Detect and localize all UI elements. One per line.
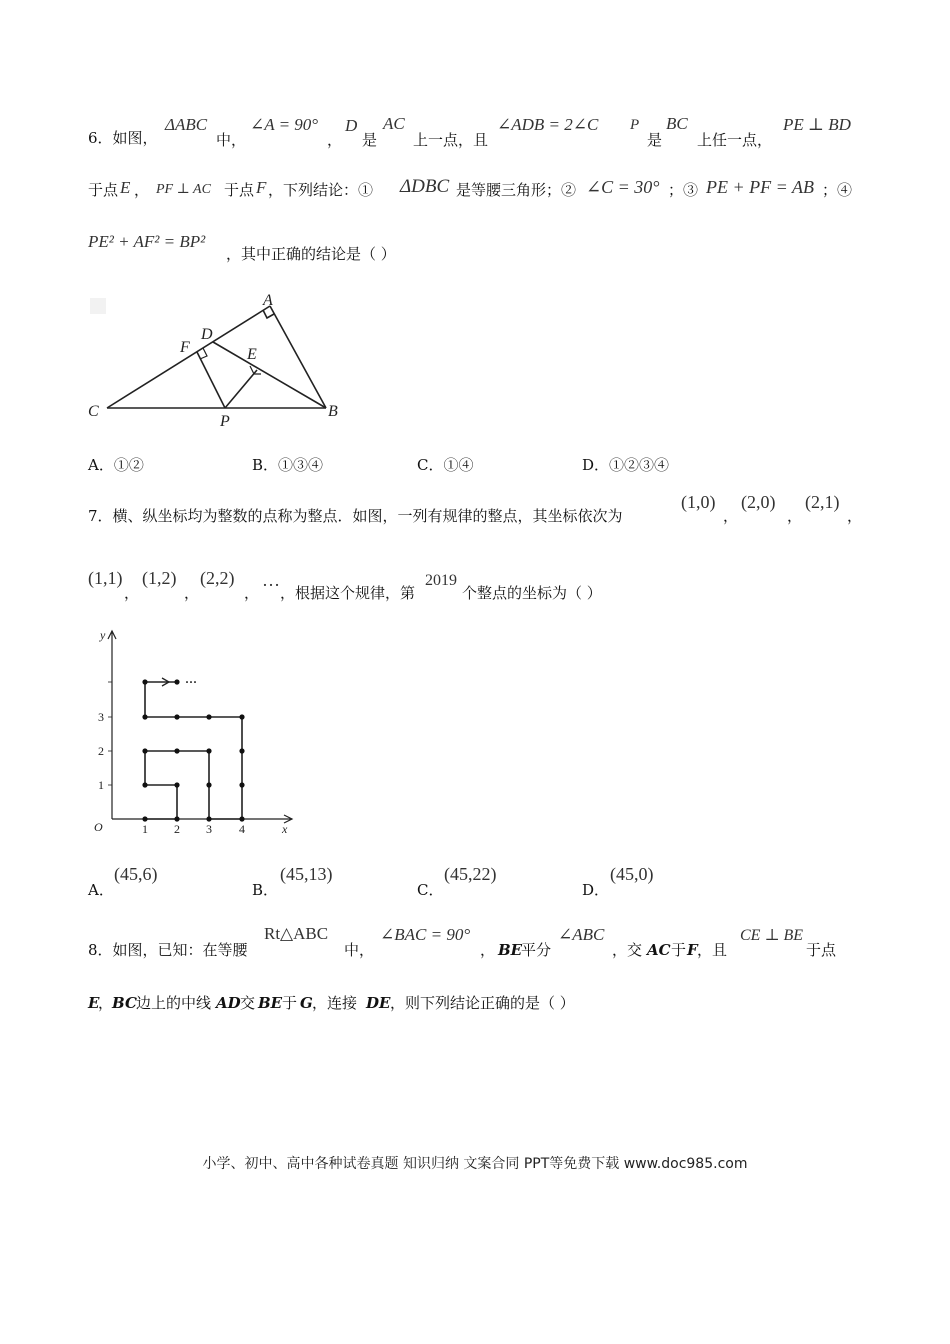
- q7-sep: ，: [124, 584, 140, 602]
- q6-triangle-abc: ΔABC: [165, 115, 208, 134]
- q6-label-f: F: [180, 339, 190, 356]
- option-label: D．: [582, 456, 610, 474]
- q7-point-1: (1,0): [681, 492, 716, 512]
- q8-text: 中，: [344, 941, 375, 959]
- q6-option-d[interactable]: [582, 455, 669, 475]
- q8-text: 交: [240, 994, 256, 1012]
- q7-x-tick-2: 2: [174, 822, 180, 836]
- q7-x-tick-4: 4: [239, 822, 245, 836]
- q8-point-e: E: [88, 994, 100, 1012]
- q7-text: ，根据这个规律，第: [280, 584, 416, 602]
- option-value: ①②: [113, 456, 144, 474]
- q8-bc: BC: [112, 994, 137, 1012]
- q7-text: 个整点的坐标为（ ）: [462, 584, 602, 602]
- q6-text: 上一点，且: [413, 131, 489, 149]
- q6-segment-db: [213, 342, 326, 408]
- q8-be: BE: [498, 941, 523, 959]
- q8-text: ，: [98, 994, 114, 1012]
- q6-formula-4: PE² + AF² = BP²: [88, 232, 206, 251]
- q7-option-c-value[interactable]: (45,22): [444, 864, 497, 884]
- q6-triangle-figure: [85, 288, 355, 428]
- q6-text: 上任一点，: [697, 131, 773, 149]
- q8-text: ，连接: [312, 994, 358, 1012]
- q7-option-b-value[interactable]: (45,13): [280, 864, 333, 884]
- q6-label-p: P: [220, 413, 230, 428]
- q6-segment-ca: [107, 306, 270, 408]
- q7-y-label: y: [100, 628, 106, 642]
- q6-text: ，: [327, 131, 343, 149]
- q6-text: ，下列结论：①: [268, 181, 374, 199]
- q8-be2: BE: [258, 994, 283, 1012]
- q8-text: 8．如图，已知：在等腰: [88, 941, 248, 959]
- q7-point-2: (2,0): [741, 492, 776, 512]
- q8-text: 平分: [521, 941, 552, 959]
- q6-text: ；③: [668, 181, 699, 199]
- q7-sep: ，: [723, 507, 739, 525]
- q8-ad: AD: [216, 994, 241, 1012]
- q6-text: 是: [647, 131, 663, 149]
- q7-option-d-label[interactable]: D．: [582, 881, 610, 899]
- option-label: B．: [252, 456, 279, 474]
- q8-text: 于: [671, 941, 687, 959]
- q8-text: ，则下列结论正确的是（ ）: [390, 994, 575, 1012]
- q7-x-tick-3: 3: [206, 822, 212, 836]
- q8-ac: AC: [647, 941, 671, 959]
- option-label: A．: [88, 456, 114, 474]
- q6-text: ，: [134, 181, 150, 199]
- q7-sep: ，: [847, 507, 863, 525]
- option-value: ①②③④: [609, 456, 670, 474]
- q6-number: 6．如图，: [88, 129, 158, 147]
- q7-index-2019: 2019: [425, 572, 457, 589]
- q6-text: 是等腰三角形；②: [456, 181, 577, 199]
- q7-x-label: x: [282, 822, 288, 836]
- q8-text: 于点: [806, 941, 837, 959]
- q8-angle-bac: ∠BAC = 90°: [380, 925, 471, 944]
- q7-point-3: (2,1): [805, 492, 840, 512]
- q8-point-f: F: [687, 941, 698, 959]
- q8-de: DE: [366, 994, 391, 1012]
- q7-y-tick-2: 2: [98, 744, 104, 758]
- q6-label-d: D: [201, 326, 213, 343]
- q6-figure-smudge: [90, 298, 106, 314]
- q6-label-c: C: [88, 403, 99, 420]
- q7-option-c-label[interactable]: C．: [417, 881, 444, 899]
- q6-angle-c: ∠C = 30°: [586, 177, 660, 197]
- q6-point-p: P: [630, 117, 640, 133]
- q6-segment-bc: BC: [666, 114, 688, 133]
- q7-y-tick-1: 1: [98, 778, 104, 792]
- q7-option-d-value[interactable]: (45,0): [610, 864, 654, 884]
- q6-segment-pe: [225, 370, 257, 408]
- q6-label-a: A: [263, 292, 273, 309]
- q6-text: ，其中正确的结论是（ ）: [226, 245, 396, 263]
- q7-option-b-label[interactable]: B．: [252, 881, 279, 899]
- q6-triangle-dbc: ΔDBC: [400, 176, 450, 197]
- q6-angle-adb: ∠ADB = 2∠C: [497, 115, 599, 134]
- option-value: ①③④: [278, 456, 324, 474]
- q8-text: ，交: [612, 941, 643, 959]
- q6-pe-perp-bd: PE ⊥ BD: [783, 115, 851, 134]
- q6-segment-ac: AC: [383, 114, 405, 133]
- q8-text: 于: [282, 994, 298, 1012]
- q7-text: 7．横、纵坐标均为整数的点称为整点．如图，一列有规律的整点，其坐标依次为: [88, 507, 623, 525]
- q6-text: 于点: [224, 181, 255, 199]
- q6-pe-pf-ab: PE + PF = AB: [706, 177, 814, 197]
- option-label: C．: [417, 456, 444, 474]
- q6-option-c[interactable]: [417, 455, 474, 475]
- q7-ellipsis: …: [262, 570, 280, 590]
- q8-ce-perp-be: CE ⊥ BE: [740, 927, 804, 944]
- q7-lattice-figure: [88, 625, 303, 840]
- q7-point-6: (2,2): [200, 568, 235, 588]
- q8-text: ，且: [697, 941, 728, 959]
- q8-rt-triangle: Rt△ABC: [264, 924, 329, 943]
- q6-angle-a: ∠A = 90°: [250, 115, 319, 134]
- q6-text: 中，: [216, 131, 247, 149]
- q6-segment-ab: [270, 306, 326, 408]
- page-footer: 小学、初中、高中各种试卷真题 知识归纳 文案合同 PPT等免费下载 www.doc985.com: [202, 1156, 748, 1172]
- q7-lattice-path: [145, 682, 242, 819]
- q7-sep: ，: [244, 584, 260, 602]
- q7-sep: ，: [787, 507, 803, 525]
- q8-text: 边上的中线: [136, 994, 212, 1012]
- q8-point-g: G: [300, 994, 313, 1012]
- q6-text: ；④: [822, 181, 853, 199]
- q6-label-e: E: [247, 346, 257, 363]
- q6-text: 于点: [88, 181, 119, 199]
- q7-x-tick-1: 1: [142, 822, 148, 836]
- q6-text: 是: [362, 131, 378, 149]
- q7-y-tick-3: 3: [98, 710, 104, 724]
- q6-point-d: D: [345, 116, 358, 135]
- q6-label-b: B: [328, 403, 338, 420]
- q6-segment-pf: [197, 352, 225, 408]
- q7-option-a-label[interactable]: A．: [88, 881, 114, 899]
- q8-text: ，: [480, 941, 496, 959]
- q6-pf-perp-ac: PF ⊥ AC: [156, 182, 211, 197]
- q7-point-5: (1,2): [142, 568, 177, 588]
- option-value: ①④: [443, 456, 474, 474]
- q6-option-b[interactable]: [252, 455, 323, 475]
- q7-origin-label: O: [94, 820, 103, 834]
- q6-option-a[interactable]: [88, 455, 144, 475]
- q7-option-a-value[interactable]: (45,6): [114, 864, 158, 884]
- q7-sep: ，: [184, 584, 200, 602]
- q6-point-e: E: [120, 178, 131, 197]
- q6-point-f: F: [256, 178, 267, 197]
- q7-point-4: (1,1): [88, 568, 123, 588]
- q7-continue-ellipsis: ···: [185, 675, 198, 689]
- q8-angle-abc: ∠ABC: [558, 925, 605, 944]
